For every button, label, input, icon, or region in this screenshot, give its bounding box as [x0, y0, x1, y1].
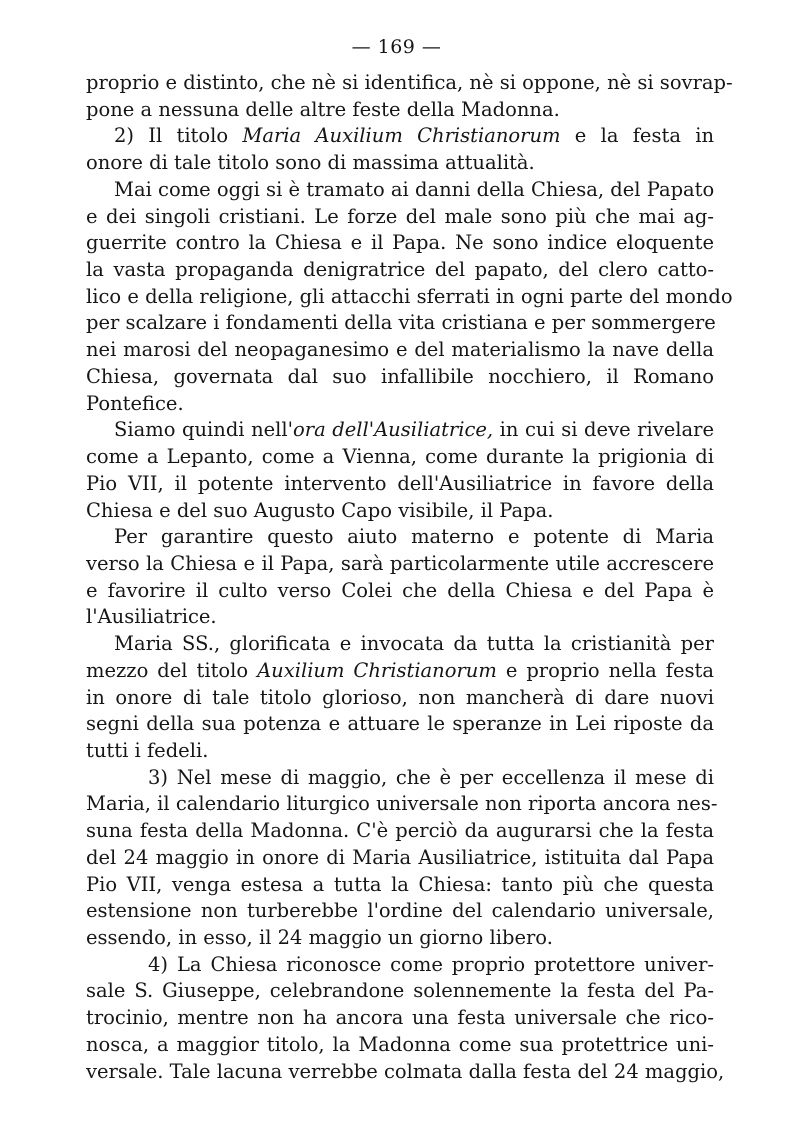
text-line: Chiesa e del suo Augusto Capo visibile, il Papa. [86, 498, 554, 522]
text-line: 4) La Chiesa riconosce come proprio protettore univer- [148, 952, 714, 976]
text-line: in onore di tale titolo glorioso, non mancherà di dare nuovi [86, 685, 714, 709]
text-line: Per garantire questo aiuto materno e potente di Maria [114, 525, 714, 549]
text-run: Siamo quindi nell' [114, 418, 294, 442]
text-line: nei marosi del neopaganesimo e del materialismo la nave della [86, 338, 714, 362]
text-line: Maria, il calendario liturgico universale non riporta ancora nes- [86, 792, 718, 816]
text-run: 2) Il titolo [114, 124, 243, 148]
text-run: in cui si deve rivelare [493, 418, 714, 442]
text-line: pone a nessuna delle altre feste della Madonna. [86, 97, 560, 121]
text-line: Pontefice. [86, 391, 184, 415]
text-line: onore di tale titolo sono di massima attualità. [86, 151, 535, 175]
body-text [86, 70, 733, 1085]
text-line: la vasta propaganda denigratrice del papato, del clero catto- [86, 258, 714, 282]
text-line: tutti i fedeli. [86, 738, 209, 762]
text-line: per scalzare i fondamenti della vita cristiana e per sommergere [86, 311, 716, 335]
text-line: guerrite contro la Chiesa e il Papa. Ne sono indice eloquente [86, 231, 714, 255]
text-line: Maria SS., glorificata e invocata da tutta la cristianità per [114, 632, 714, 656]
text-line: sale S. Giuseppe, celebrandone solennemente la festa del Pa- [86, 979, 714, 1003]
text-line: e dei singoli cristiani. Le forze del male sono più che mai ag- [86, 204, 714, 228]
text-line: segni della sua potenza e attuare le speranze in Lei riposte da [86, 712, 714, 736]
page-number: — 169 — [351, 36, 442, 58]
text-line: Pio VII, il potente intervento dell'Ausiliatrice in favore della [86, 471, 714, 495]
italic-title: ora dell'Ausiliatrice, [293, 418, 494, 442]
text-line: proprio e distinto, che nè si identifica, nè si oppone, nè si sovrap- [86, 71, 733, 94]
text-line: essendo, in esso, il 24 maggio un giorno libero. [86, 926, 553, 949]
text-line: e favorire il culto verso Colei che della Chiesa e del Papa è [86, 578, 714, 602]
text-line: del 24 maggio in onore di Maria Ausiliatrice, istituita dal Papa [86, 845, 714, 869]
text-line: trocinio, mentre non ha ancora una festa universale che rico- [86, 1006, 714, 1030]
text-line: verso la Chiesa e il Papa, sarà particolarmente utile accrescere [86, 551, 714, 575]
text-line: lico e della religione, gli attacchi sferrati in ogni parte del mondo [86, 284, 733, 308]
text-line: 3) Nel mese di maggio, che è per eccellenza il mese di [148, 765, 714, 789]
text-run: e proprio nella festa [496, 658, 714, 682]
text-line: estensione non turberebbe l'ordine del calendario universale, [86, 899, 714, 923]
text-line: nosca, a maggior titolo, la Madonna come sua protettrice uni- [86, 1032, 714, 1056]
text-line: versale. Tale lacuna verrebbe colmata dalla festa del 24 maggio, [86, 1059, 725, 1083]
text-run: mezzo del titolo [86, 658, 258, 682]
text-line: Chiesa, governata dal suo infallibile nocchiero, il Romano [86, 364, 714, 388]
italic-title: Auxilium Christianorum [257, 658, 497, 682]
text-line [86, 417, 714, 444]
text-run: e la festa in [560, 124, 715, 148]
text-line: suna festa della Madonna. C'è perciò da augurarsi che la festa [86, 819, 714, 843]
text-line: come a Lepanto, come a Vienna, come durante la prigionia di [86, 445, 714, 469]
text-line: Pio VII, venga estesa a tutta la Chiesa: tanto più che questa [86, 872, 714, 896]
italic-title: Maria Auxilium Christianorum [242, 124, 561, 148]
text-line [86, 123, 714, 150]
text-line [86, 658, 714, 685]
text-line: l'Ausiliatrice. [86, 605, 217, 629]
text-line: Mai come oggi si è tramato ai danni della Chiesa, del Papato [114, 177, 715, 201]
